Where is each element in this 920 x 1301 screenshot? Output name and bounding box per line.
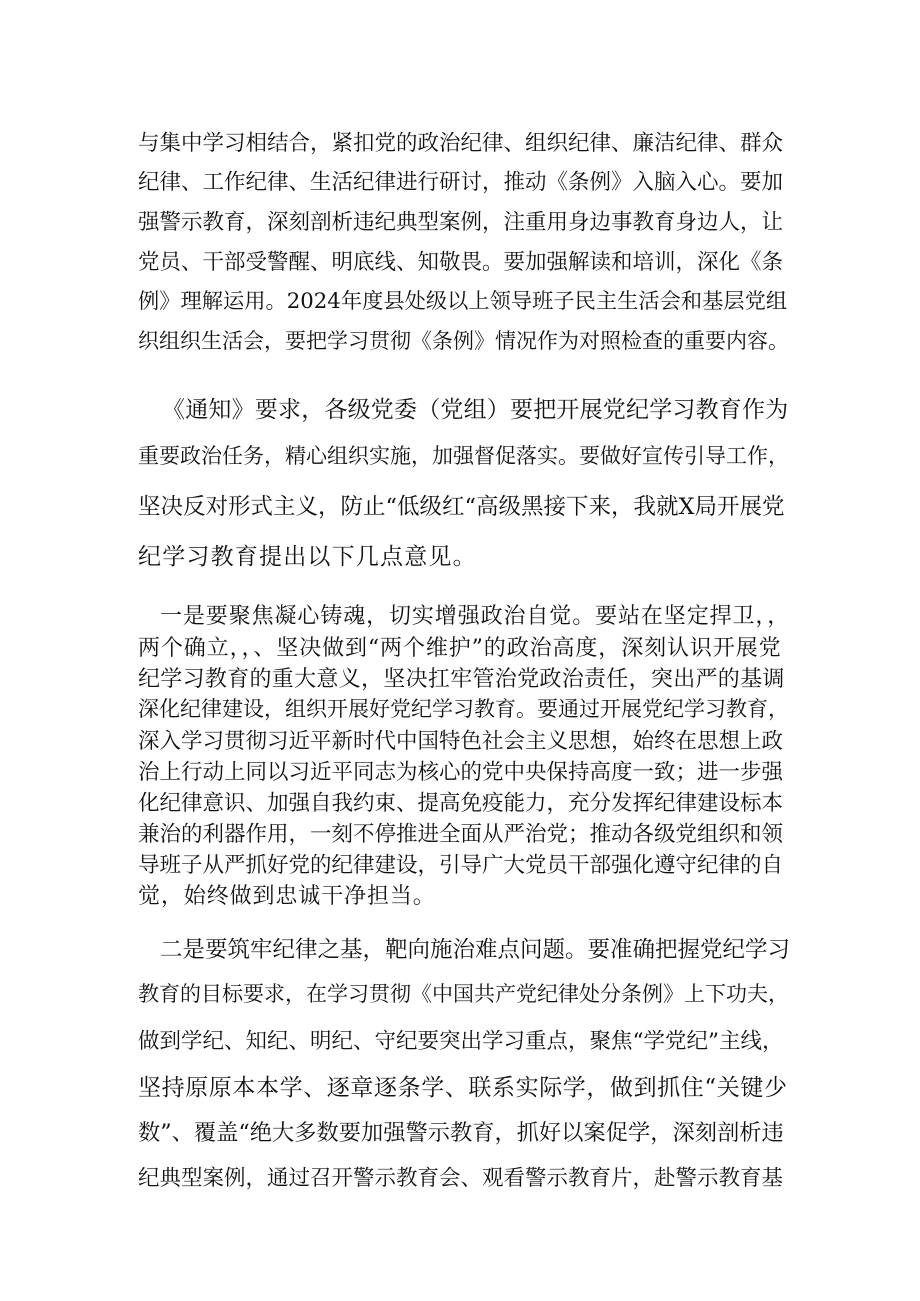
text-line: 纪学习教育的重大意义，坚决扛牢管治党政治责任，突出严的基调	[138, 667, 785, 692]
text-line: 坚持原原本本学、逐章逐条学、联系实际学，做到抓住“关键少	[138, 1075, 788, 1101]
text-line: 教育的目标要求，在学习贯彻《中国共产党纪律处分条例》上下功夫，	[138, 982, 789, 1006]
text-line: 党员、干部受警醒、明底线、知敬畏。要加强解读和培训，深化《条	[138, 250, 784, 275]
text-line: 织组织生活会，要把学习贯彻《条例》情况作为对照检查的重要内容。	[138, 329, 789, 353]
text-line: 纪律、工作纪律、生活纪律进行研讨，推动《条例》入脑入心。要加	[138, 170, 784, 195]
text-line: 《通知》要求，各级党委（党组）要把开展党纪学习教育作为	[162, 397, 789, 423]
text-line: 二是要筑牢纪律之基，靶向施治难点问题。要准确把握党纪学习	[160, 937, 791, 963]
text-line: 觉，始终做到忠诚干净担当。	[138, 884, 436, 909]
text-line: 治上行动上同以习近平同志为核心的党中央保持高度一致；进一步强	[138, 760, 784, 785]
text-line: 例》理解运用。2024年度县处级以上领导班子民主生活会和基层党组	[138, 289, 788, 314]
text-line: 强警示教育，深刻剖析违纪典型案例，注重用身边事教育身边人，让	[138, 210, 784, 235]
text-line: 坚决反对形式主义，防止“低级红“高级黑接下来，我就X局开展党	[138, 494, 785, 520]
text-line: 重要政治任务，精心组织实施，加强督促落实。要做好宣传引导工作，	[138, 444, 789, 468]
text-line: 纪典型案例，通过召开警示教育会、观看警示教育片，赴警示教育基	[138, 1166, 784, 1191]
text-line: 导班子从严抓好党的纪律建设，引导广大党员干部强化遵守纪律的自	[138, 853, 784, 878]
text-line: 做到学纪、知纪、明纪、守纪要突出学习重点，聚焦“学党纪”主线，	[138, 1029, 784, 1054]
text-line: 与集中学习相结合，紧扣党的政治纪律、组织纪律、廉洁纪律、群众	[138, 131, 784, 156]
text-line: 数”、覆盖“绝大多数要加强警示教育，抓好以案促学，深刻剖析违	[138, 1120, 784, 1146]
text-line: 深入学习贯彻习近平新时代中国特色社会主义思想，始终在思想上政	[138, 729, 784, 754]
text-line: 两个确立，，、坚决做到“两个维护”的政治高度，深刻认识开展党	[138, 636, 782, 661]
text-line: 化纪律意识、加强自我约束、提高免疫能力，充分发挥纪律建设标本	[138, 791, 784, 816]
text-line: 兼治的利器作用，一刻不停推进全面从严治党；推动各级党组织和领	[138, 822, 784, 847]
text-line: 纪学习教育提出以下几点意见。	[138, 544, 477, 570]
text-line: 一是要聚焦凝心铸魂，切实增强政治自觉。要站在坚定捍卫，，	[160, 604, 791, 629]
text-line: 深化纪律建设，组织开展好党纪学习教育。要通过开展党纪学习教育，	[138, 697, 789, 721]
